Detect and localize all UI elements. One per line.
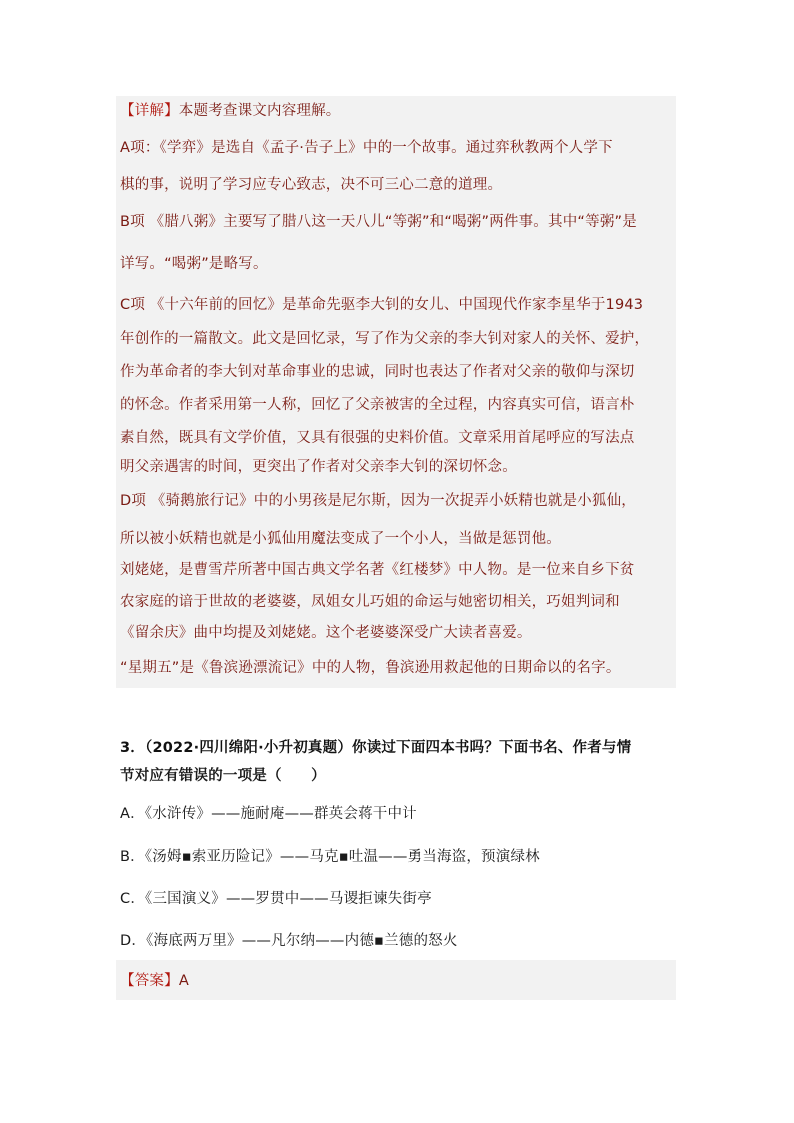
detail-line: 刘姥姥，是曹雪芹所著中国古典文学名著《红楼梦》中人物。是一位来自乡下贫 (120, 562, 635, 578)
detail-line: 棋的事，说明了学习应专心致志，决不可三心二意的道理。 (120, 177, 503, 193)
detail-line: 素自然，既具有文学价值，又具有很强的史料价值。文章采用首尾呼应的写法点 (120, 430, 635, 446)
detail-line: 农家庭的谙于世故的老婆婆，凤姐女儿巧姐的命运与她密切相关，巧姐判词和 (120, 594, 620, 610)
detail-line: 年创作的一篇散文。此文是回忆录，写了作为父亲的李大钊对家人的关怀、爱护， (120, 331, 650, 347)
detail-tag: 【详解】 (120, 103, 179, 119)
detail-line: D项 《骑鹅旅行记》中的小男孩是尼尔斯，因为一次捉弄小妖精也就是小狐仙， (120, 493, 636, 509)
detail-intro-line (120, 101, 672, 121)
detail-line: C项 《十六年前的回忆》是革命先驱李大钊的女儿、中国现代作家李星华于1943 (120, 297, 644, 313)
detail-line: “星期五”是《鲁滨逊漂流记》中的人物，鲁滨逊用救起他的日期命以的名字。 (120, 660, 621, 676)
detail-line: 详写。“喝粥”是略写。 (120, 256, 268, 272)
question-number: 3． (120, 740, 145, 756)
detail-intro: 本题考查课文内容理解。 (178, 103, 341, 119)
detail-line: 的怀念。作者采用第一人称，回忆了父亲被害的全过程，内容真实可信，语言朴 (120, 397, 635, 413)
detail-line: 明父亲遇害的时间，更突出了作者对父亲李大钊的深切怀念。 (120, 459, 517, 475)
answer-line (120, 971, 672, 991)
option-a: A．《水浒传》——施耐庵——群英会蒋干中计 (120, 806, 417, 822)
detail-line: 作为革命者的李大钊对革命事业的忠诚，同时也表达了作者对父亲的敬仰与深切 (120, 364, 635, 380)
question-stem-line-2: 节对应有错误的一项是（ ） (120, 768, 326, 784)
question-stem-text: （2022·四川绵阳·小升初真题）你读过下面四本书吗？下面书名、作者与情 (145, 740, 632, 756)
detail-line: A项：《学弈》是选自《孟子·告子上》中的一个故事。通过弈秋教两个人学下 (120, 140, 613, 156)
question-stem-line-1 (120, 738, 672, 758)
option-b: B．《汤姆▪索亚历险记》——马克▪吐温——勇当海盗，预演绿林 (120, 849, 540, 865)
detail-line: 《留余庆》曲中均提及刘姥姥。这个老婆婆深受广大读者喜爱。 (120, 625, 532, 641)
answer-value: A (178, 973, 189, 989)
detail-line: B项 《腊八粥》主要写了腊八这一天八儿“等粥”和“喝粥”两件事。其中“等粥”是 (120, 214, 637, 230)
option-d: D．《海底两万里》——凡尔纳——内德▪兰德的怒火 (120, 933, 458, 949)
option-c: C．《三国演义》——罗贯中——马谡拒谏失街亭 (120, 891, 432, 907)
answer-tag: 【答案】 (120, 973, 179, 989)
detail-line: 所以被小妖精也就是小狐仙用魔法变成了一个小人，当做是惩罚他。 (120, 531, 561, 547)
